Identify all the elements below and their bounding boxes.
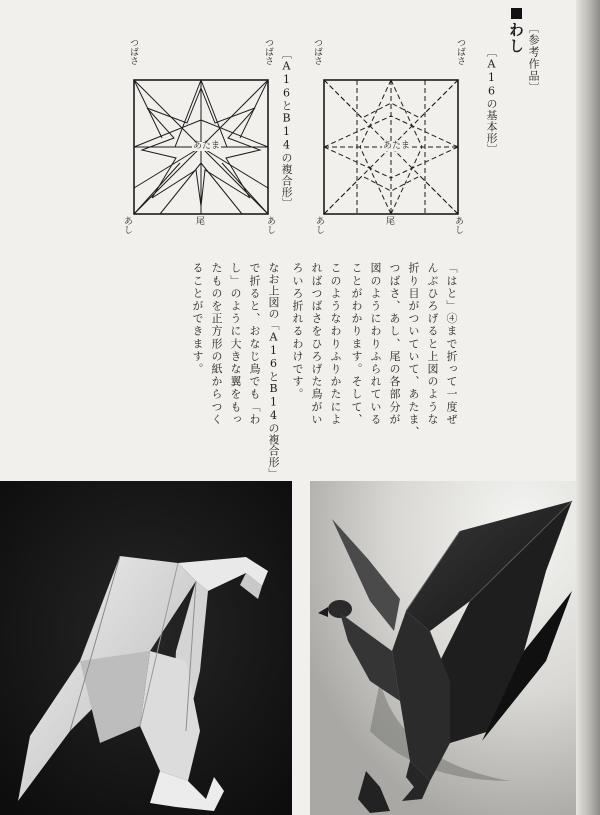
eagle-dark-image <box>310 481 576 815</box>
section-subtitle: 〔参考作品〕 <box>527 22 540 94</box>
body-line: 図のようにわりふられている <box>369 262 382 426</box>
body-line: ろいろ折れるわけです。 <box>291 262 304 401</box>
square-bullet-icon <box>511 8 522 19</box>
section-title <box>508 6 542 136</box>
label-tail: 尾 <box>386 217 396 227</box>
body-line: なお上図の「A16とB14の複合形」 <box>267 262 280 480</box>
label-head: あたま <box>383 141 411 151</box>
label-wing-left: つばさ <box>128 38 138 65</box>
body-text <box>170 262 460 480</box>
diagram-composite-form <box>120 38 280 238</box>
crease-pattern-dashed <box>310 38 470 238</box>
body-line: し」のように大きな翼をもっ <box>229 262 242 426</box>
section-title-text: わし <box>507 22 525 54</box>
body-line: ればつばさをひろげた鳥がい <box>310 262 323 426</box>
body-line: で折ると、おなじ鳥でも「わ <box>248 262 261 426</box>
body-line: このようなわりふりかたによ <box>329 262 342 426</box>
photo-eagle-white <box>0 481 292 815</box>
label-tail: 尾 <box>196 217 206 227</box>
diagram-right-caption: 〔A16の基本形〕 <box>485 46 498 156</box>
crease-pattern-solid <box>120 38 280 238</box>
label-wing-right: つばさ <box>455 38 465 65</box>
label-head: あたま <box>193 141 221 151</box>
diagram-left-caption: 〔A16とB14の複合形〕 <box>280 48 293 210</box>
book-gutter-shadow <box>576 0 600 815</box>
body-line: たものを正方形の紙からつく <box>210 262 223 426</box>
body-line: 折り目がついていて、あたま、 <box>407 262 420 439</box>
eagle-white-image <box>0 481 292 815</box>
label-leg-right: あし <box>265 216 275 234</box>
label-wing-right: つばさ <box>263 38 273 65</box>
label-wing-left: つばさ <box>312 38 322 65</box>
body-line: ることができます。 <box>191 262 204 376</box>
label-leg-left: あし <box>122 216 132 234</box>
label-leg-left: あし <box>314 216 324 234</box>
body-line: んぶひろげると上図のような <box>426 262 439 426</box>
photo-eagle-dark <box>310 481 576 815</box>
diagram-a16-basic-form <box>310 38 470 238</box>
body-line: ことがわかります。そして、 <box>350 262 363 426</box>
label-leg-right: あし <box>453 216 463 234</box>
body-line: つばさ、あし、尾の各部分が <box>388 262 401 426</box>
body-line: 「はと」④まで折って一度ぜ <box>445 262 458 426</box>
